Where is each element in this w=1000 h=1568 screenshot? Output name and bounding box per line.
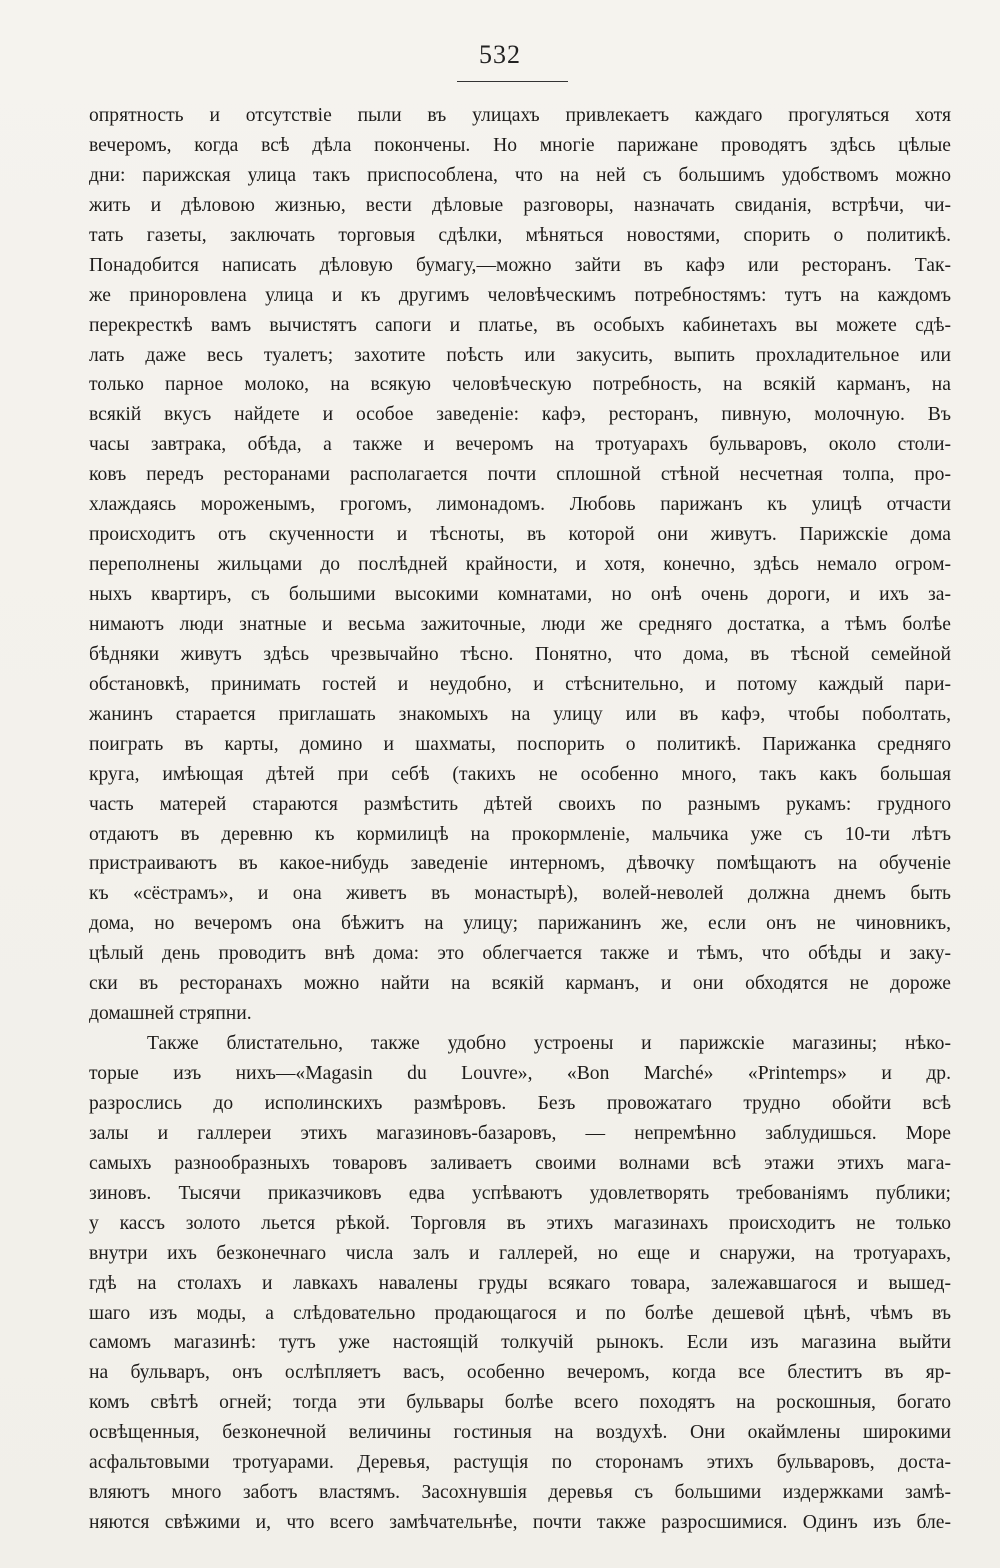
text-line: зиновъ. Тысячи приказчиковъ едва успѣваютъ удовлетворять требованіямъ публики; — [89, 1182, 951, 1204]
text-line: ски въ ресторанахъ можно найти на всякій карманъ, и они обходятся не дороже — [89, 973, 951, 995]
text-line: поиграть въ карты, домино и шахматы, поспорить о политикѣ. Парижанка средняго — [89, 733, 951, 755]
text-line: домашней стряпни. — [89, 1003, 252, 1025]
text-line: разрослись до исполинскихъ размѣровъ. Безъ провожатаго трудно обойти всѣ — [89, 1092, 951, 1114]
text-line: вляютъ много заботъ властямъ. Засохнувшія деревья съ большими издержками замѣ- — [89, 1482, 951, 1504]
text-line: хлаждаясь мороженымъ, грогомъ, лимонадомъ. Любовь парижанъ къ улицѣ отчасти — [89, 494, 951, 516]
text-line: жанинъ старается приглашать знакомыхъ на улицу или въ кафэ, чтобы поболтать, — [89, 703, 951, 725]
text-line: самомъ магазинѣ: тутъ уже настоящій толкучій рынокъ. Если изъ магазина выйти — [89, 1332, 951, 1354]
text-line: жить и дѣловою жизнью, вести дѣловые разговоры, назначать свиданія, встрѣчи, чи- — [89, 194, 951, 216]
text-line: Понадобится написать дѣловую бумагу,—можно зайти въ кафэ или ресторанъ. Так- — [89, 254, 951, 276]
text-line: цѣлый день проводитъ внѣ дома: это облегчается также и тѣмъ, что обѣды и заку- — [89, 943, 951, 965]
text-line: же приноровлена улица и къ другимъ человѣческимъ потребностямъ: тутъ на каждомъ — [89, 284, 951, 306]
text-line: ныхъ квартиръ, съ большими высокими комнатами, но онѣ очень дороги, и ихъ за- — [89, 584, 951, 605]
text-line: дома, но вечеромъ она бѣжитъ на улицу; парижанинъ же, если онъ не чиновникъ, — [89, 913, 951, 935]
text-line: на бульваръ, онъ ослѣпляетъ васъ, особенно вечеромъ, когда все блеститъ въ яр- — [89, 1362, 951, 1384]
text-line: няются свѣжими и, что всего замѣчательнѣе, почти также разросшимися. Одинъ изъ бле- — [89, 1512, 951, 1534]
text-line: круга, имѣющая дѣтей при себѣ (такихъ не особенно много, такъ какъ большая — [89, 763, 951, 785]
text-line: бѣдняки живутъ здѣсь чрезвычайно тѣсно. Понятно, что дома, въ тѣсной семейной — [89, 643, 951, 665]
text-line: нимаютъ люди знатные и весьма зажиточные, люди же средняго достатка, а тѣмъ болѣе — [89, 613, 951, 635]
text-line: залы и галлереи этихъ магазиновъ-базаровъ, — непремѣнно заблудишься. Море — [89, 1122, 951, 1144]
text-line: освѣщенныя, безконечной величины гостиныя на воздухѣ. Они окаймлены широкими — [89, 1422, 951, 1444]
paragraph — [89, 101, 951, 1029]
text-line: часы завтрака, обѣда, а также и вечеромъ на тротуарахъ бульваровъ, около столи- — [89, 434, 951, 456]
text-line: тать газеты, заключать торговыя сдѣлки, мѣняться новостями, спорить о политикѣ. — [89, 224, 951, 246]
text-line: обстановкѣ, принимать гостей и неудобно, и стѣснительно, и потому каждый пари- — [89, 673, 951, 695]
text-line: часть матерей стараются размѣстить дѣтей своихъ по разнымъ рукамъ: грудного — [89, 793, 951, 815]
page-number: 532 — [479, 40, 521, 69]
text-line: лать даже весь туалетъ; захотите поѣсть или закусить, выпить прохладительное или — [89, 344, 951, 366]
text-line: шаго изъ моды, а слѣдовательно продающагося и по болѣе дешевой цѣнѣ, чѣмъ въ — [89, 1302, 951, 1324]
text-line: торые изъ нихъ—«Magasin du Louvre», «Bon Marché» «Printemps» и др. — [89, 1063, 951, 1084]
text-line: ковъ передъ ресторанами располагается почти сплошной стѣной несчетная толпа, про- — [89, 464, 951, 486]
text-line: внутри ихъ безконечнаго числа залъ и галлерей, но еще и снаружи, на тротуарахъ, — [89, 1242, 951, 1264]
text-line: дни: парижская улица такъ приспособлена, что на ней съ большимъ удобствомъ можно — [89, 164, 951, 186]
text-line: самыхъ разнообразныхъ товаровъ заливаетъ своими волнами всѣ этажи этихъ мага- — [89, 1152, 951, 1174]
text-line: комъ свѣтѣ огней; тогда эти бульвары болѣе всего походятъ на роскошныя, богато — [89, 1392, 951, 1414]
text-line: асфальтовыми тротуарами. Деревья, растущія по сторонамъ этихъ бульваровъ, доста- — [89, 1452, 951, 1474]
text-line: отдаютъ въ деревню къ кормилицѣ на прокормленіе, мальчика уже съ 10-ти лѣтъ — [89, 823, 951, 845]
text-line: происходитъ отъ скученности и тѣсноты, въ которой они живутъ. Парижскіе дома — [89, 524, 951, 546]
text-line: перекресткѣ вамъ вычистятъ сапоги и платье, въ особыхъ кабинетахъ вы можете сдѣ- — [89, 314, 951, 336]
text-line: гдѣ на столахъ и лавкахъ навалены груды всякаго товара, залежавшагося и вышед- — [89, 1272, 951, 1294]
text-line: переполнены жильцами до послѣдней крайности, и хотя, конечно, здѣсь немало огром- — [89, 554, 951, 576]
header-rule — [457, 81, 568, 82]
text-line: у кассъ золото льется рѣкой. Торговля въ этихъ магазинахъ происходитъ не только — [89, 1212, 951, 1234]
text-line: Также блистательно, также удобно устроены и парижскіе магазины; нѣко- — [147, 1033, 951, 1055]
text-line: пристраиваютъ въ какое-нибудь заведеніе интерномъ, дѣвочку помѣщаютъ на обученіе — [89, 853, 951, 875]
text-line: только парное молоко, на всякую человѣческую потребность, на всякій карманъ, на — [89, 374, 951, 396]
page-header — [0, 40, 1000, 70]
text-line: вечеромъ, когда всѣ дѣла покончены. Но многіе парижане проводятъ здѣсь цѣлые — [89, 134, 951, 156]
paragraph — [89, 1029, 951, 1538]
text-line: къ «сёстрамъ», и она живетъ въ монастырѣ), волей-неволей должна днемъ быть — [89, 883, 951, 905]
body-text — [89, 101, 951, 1538]
text-line: опрятность и отсутствіе пыли въ улицахъ привлекаетъ каждаго прогуляться хотя — [89, 105, 951, 126]
text-line: всякій вкусъ найдете и особое заведеніе: кафэ, ресторанъ, пивную, молочную. Въ — [89, 404, 951, 426]
